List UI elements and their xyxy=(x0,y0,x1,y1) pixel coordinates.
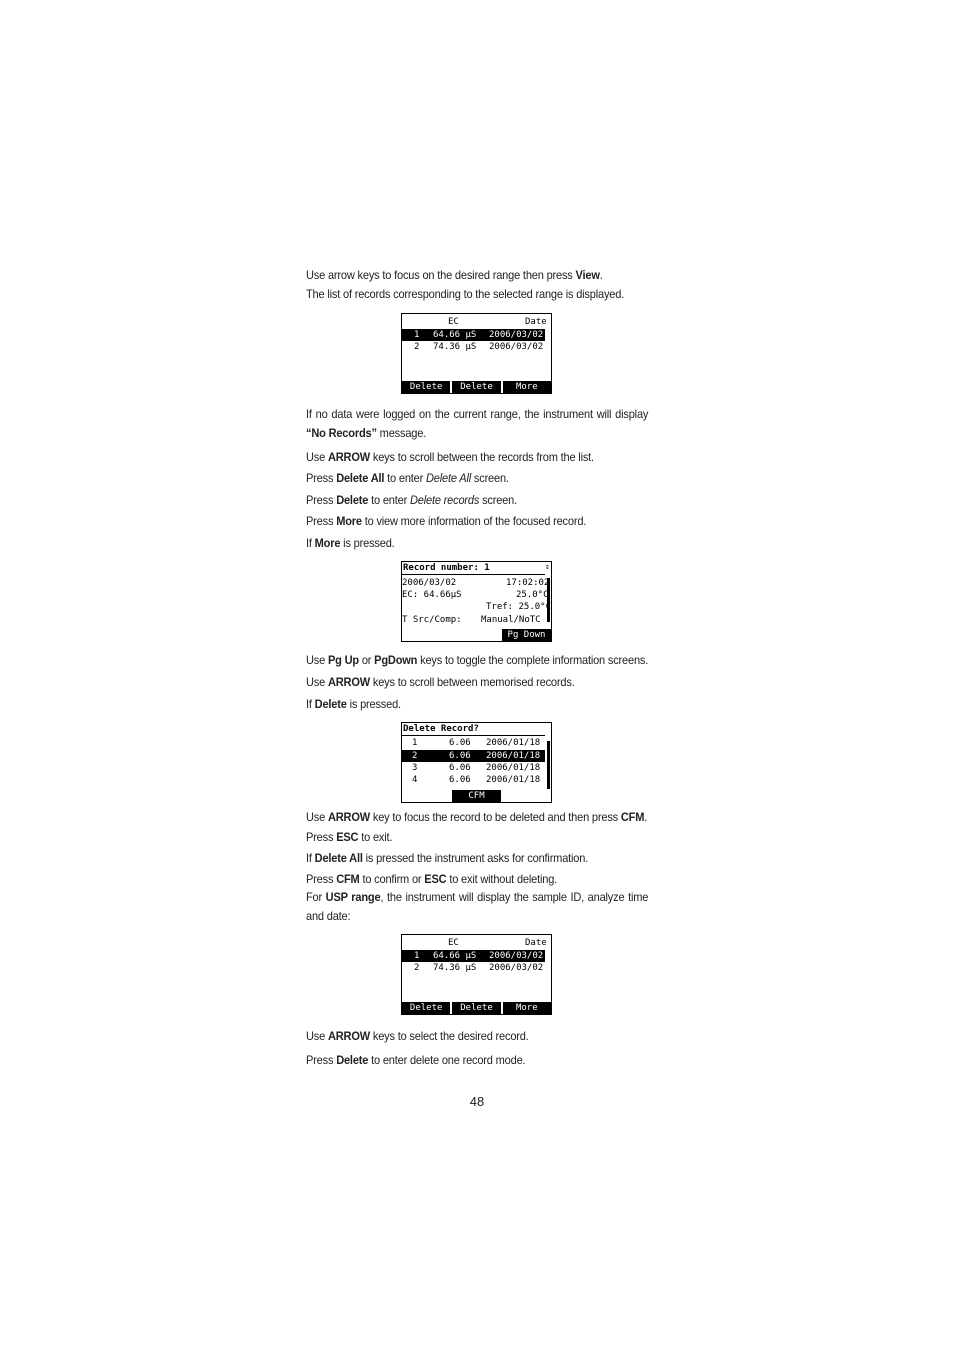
lcd-row xyxy=(402,762,551,774)
text: to view more information of the focused record. xyxy=(361,514,587,528)
instruction-cfm xyxy=(306,808,648,827)
lcd-row xyxy=(402,737,551,749)
softkey-more[interactable]: More xyxy=(503,1002,551,1014)
record-date: 2006/03/02 xyxy=(402,578,457,588)
instruction-confirm-or-esc xyxy=(306,870,648,889)
lcd-record-list xyxy=(401,313,552,404)
row-date: 2006/03/02 xyxy=(489,963,544,973)
text: message. xyxy=(376,426,427,440)
page-number: 48 xyxy=(469,1094,485,1109)
text: Press xyxy=(306,471,337,485)
row-date: 2006/03/02 xyxy=(489,342,544,352)
key-name: More xyxy=(336,514,362,528)
lcd-row xyxy=(402,601,551,613)
lcd-delete-record xyxy=(401,722,552,803)
lcd-row xyxy=(402,589,551,601)
lcd-row xyxy=(402,750,545,762)
key-name: ARROW xyxy=(327,675,370,689)
row-value: 6.06 xyxy=(449,763,471,773)
key-name: Delete xyxy=(336,493,369,507)
softkey-delete-all[interactable]: Delete All xyxy=(402,1002,450,1014)
row-date: 2006/01/18 xyxy=(486,775,541,785)
text: key to focus the record to be deleted and then press xyxy=(369,810,621,824)
softkey-delete[interactable]: Delete xyxy=(452,1002,500,1014)
text: to enter delete one record mode. xyxy=(368,1053,526,1067)
row-number: 2 xyxy=(412,751,418,761)
row-number: 2 xyxy=(414,342,420,352)
softkey-pg-down[interactable]: Pg Down xyxy=(502,629,551,641)
text: Use xyxy=(306,450,328,464)
lcd-row xyxy=(402,962,551,974)
row-number: 4 xyxy=(412,775,418,785)
text: keys to toggle the complete information screens. xyxy=(417,653,649,667)
row-ec: 64.66 μS xyxy=(433,951,477,961)
key-name: Delete xyxy=(314,697,347,711)
text: Use xyxy=(306,653,328,667)
text: Use xyxy=(306,810,328,824)
lcd-row xyxy=(402,341,551,353)
softkey-more[interactable]: More xyxy=(503,381,551,393)
instruction-esc xyxy=(306,828,648,847)
text: , the instrument will display the sample ID, analyze time and date: xyxy=(306,890,649,923)
lcd-row xyxy=(402,577,551,589)
text: is pressed the instrument asks for confirmation. xyxy=(362,851,589,865)
softkey-empty xyxy=(503,790,551,802)
key-name: ARROW xyxy=(327,1029,370,1043)
softkey-empty xyxy=(402,629,500,641)
instruction-more xyxy=(306,512,648,531)
key-name: Delete All xyxy=(336,471,385,485)
key-name: More xyxy=(314,536,341,550)
instruction-delete-all xyxy=(306,469,648,488)
text: is pressed. xyxy=(346,697,401,711)
softkey-cfm[interactable]: CFM xyxy=(452,790,500,802)
lcd-header-row xyxy=(402,316,551,328)
instruction-no-records xyxy=(306,405,648,443)
record-tsrc-label: T Src/Comp: xyxy=(402,615,462,625)
lcd-row xyxy=(402,329,545,341)
key-name: ESC xyxy=(336,830,359,844)
text: to enter xyxy=(384,471,427,485)
row-value: 6.06 xyxy=(449,775,471,785)
scroll-arrows-icon: ⇕ xyxy=(545,562,550,571)
row-number: 1 xyxy=(412,738,418,748)
record-tsrc-value: Manual/NoTC xyxy=(481,615,541,625)
text: Use xyxy=(306,675,328,689)
instruction-usp-range xyxy=(306,888,648,926)
screen-name: Delete All xyxy=(426,471,472,485)
instruction-if-more xyxy=(306,534,648,553)
text: to exit. xyxy=(358,830,393,844)
softkey-delete[interactable]: Delete xyxy=(452,381,500,393)
row-date: 2006/01/18 xyxy=(486,738,541,748)
row-date: 2006/01/18 xyxy=(486,751,541,761)
text: keys to scroll between the records from the list. xyxy=(369,450,594,464)
softkey-empty xyxy=(402,790,450,802)
col-ec: EC xyxy=(448,317,459,327)
key-name: CFM xyxy=(336,872,360,886)
row-value: 6.06 xyxy=(449,751,471,761)
row-number: 1 xyxy=(414,330,420,340)
instruction-delete xyxy=(306,491,648,510)
text: to enter xyxy=(368,493,410,507)
row-number: 2 xyxy=(414,963,420,973)
row-number: 1 xyxy=(414,951,420,961)
text: Press xyxy=(306,514,337,528)
record-ec: EC: 64.66μS xyxy=(402,590,462,600)
softkeys xyxy=(402,629,551,641)
col-date: Date xyxy=(525,938,547,948)
col-ec: EC xyxy=(448,938,459,948)
key-name: ESC xyxy=(424,872,447,886)
instruction-pg xyxy=(306,651,648,670)
lcd-row xyxy=(402,950,545,962)
row-ec: 64.66 μS xyxy=(433,330,477,340)
softkey-delete-all[interactable]: Delete All xyxy=(402,381,450,393)
text: Press xyxy=(306,830,337,844)
lcd-title: Delete Record? xyxy=(403,724,479,734)
row-date: 2006/01/18 xyxy=(486,763,541,773)
lcd-row xyxy=(402,614,551,626)
instruction-delete-all-confirm xyxy=(306,849,648,868)
text: keys to scroll between memorised records. xyxy=(369,675,575,689)
text: Press xyxy=(306,1053,337,1067)
lcd-title: Record number: 1 xyxy=(403,563,490,573)
text: If no data were logged on the current range, the instrument will display xyxy=(306,407,649,421)
instruction-delete-one xyxy=(306,1051,648,1070)
text: Press xyxy=(306,493,337,507)
instruction-if-delete xyxy=(306,695,648,714)
key-name: View xyxy=(575,268,600,282)
lcd-divider xyxy=(402,574,545,575)
text: If xyxy=(306,536,315,550)
key-name: PgDown xyxy=(374,653,418,667)
instruction-arrow xyxy=(306,448,648,467)
softkeys xyxy=(402,1002,551,1025)
text: For xyxy=(306,890,326,904)
text: Use arrow keys to focus on the desired range then press xyxy=(306,268,576,282)
record-time: 17:02:02 xyxy=(506,578,550,588)
text: to exit without deleting. xyxy=(446,872,558,886)
text: or xyxy=(358,653,375,667)
text: If xyxy=(306,697,315,711)
row-number: 3 xyxy=(412,763,418,773)
text: . xyxy=(599,268,603,282)
text: If xyxy=(306,851,315,865)
instruction-select-record xyxy=(306,1027,648,1046)
row-ec: 74.36 μS xyxy=(433,963,477,973)
softkeys xyxy=(402,381,551,404)
row-date: 2006/03/02 xyxy=(489,951,544,961)
text: screen. xyxy=(479,493,518,507)
key-name: CFM xyxy=(620,810,645,824)
text: keys to select the desired record. xyxy=(369,1029,529,1043)
message-name: “No Records” xyxy=(306,426,377,440)
text: screen. xyxy=(471,471,509,485)
screen-name: Delete records xyxy=(409,493,480,507)
row-value: 6.06 xyxy=(449,738,471,748)
instruction-arrow-memorised xyxy=(306,673,648,692)
key-name: Delete All xyxy=(314,851,363,865)
lcd-usp-record-list xyxy=(401,934,552,1025)
softkeys xyxy=(402,790,551,802)
text: to confirm or xyxy=(359,872,425,886)
text: . xyxy=(644,810,648,824)
range-name: USP range xyxy=(325,890,381,904)
lcd-header-row xyxy=(402,937,551,949)
record-temp: 25.0°C xyxy=(516,590,549,600)
record-tref: Tref: 25.0°C xyxy=(486,602,552,612)
lcd-record-detail xyxy=(401,561,552,642)
text: is pressed. xyxy=(340,536,395,550)
key-name: ARROW xyxy=(327,810,370,824)
text: Press xyxy=(306,872,337,886)
key-name: ARROW xyxy=(327,450,370,464)
text: Use xyxy=(306,1029,328,1043)
lcd-divider xyxy=(402,735,545,736)
instruction-view xyxy=(306,266,648,285)
key-name: Delete xyxy=(336,1053,369,1067)
instruction-list: The list of records corresponding to the selected range is displayed. xyxy=(306,287,625,301)
row-date: 2006/03/02 xyxy=(489,330,544,340)
row-ec: 74.36 μS xyxy=(433,342,477,352)
lcd-row xyxy=(402,774,551,786)
col-date: Date xyxy=(525,317,547,327)
key-name: Pg Up xyxy=(327,653,359,667)
